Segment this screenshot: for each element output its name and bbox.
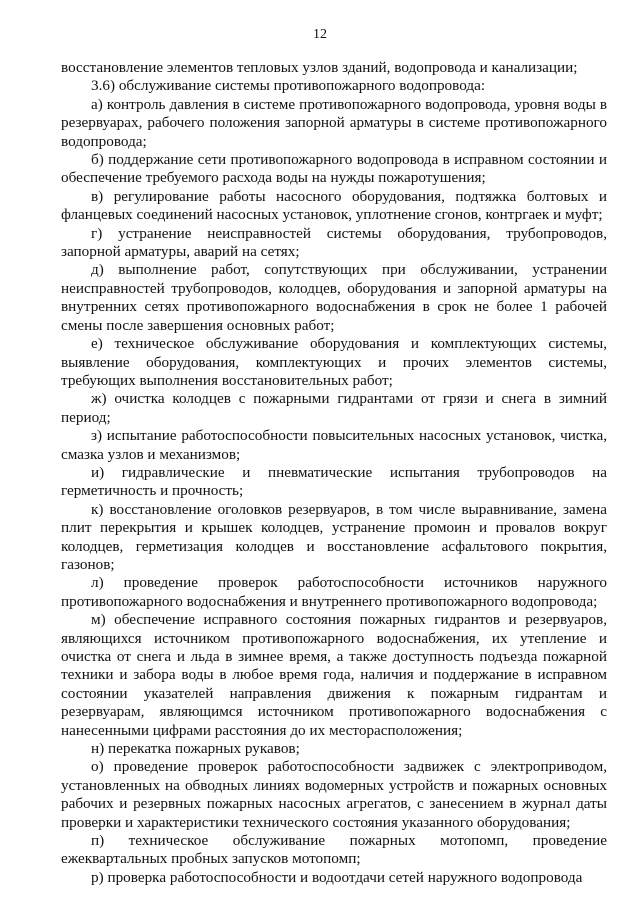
paragraph-section-3-6: 3.6) обслуживание системы противопожарного водопровода: <box>91 77 486 95</box>
paragraph-item-m: м) обеспечение исправного состояния пожарных гидрантов и резервуаров, являющихся источником противопожарного водоснабжения, их утепление и очистка от снега и льда в зимнее время, а также доступность подъезда пожарной техники и забора воды в любое время года, наличия и поддержание в исправном состоянии указателей направления движения к пожарным гидрантам и резервуарам, являющимся источником противопожарного водоснабжения с нанесенными цифрами расстояния до их месторасположения; <box>61 611 607 739</box>
paragraph-item-l: л) проведение проверок работоспособности источников наружного противопожарного водоснабжения и внутреннего противопожарного водопровода; <box>61 574 607 610</box>
page-number: 12 <box>313 27 327 42</box>
paragraph-item-o: о) проведение проверок работоспособности задвижек с электроприводом, установленных на обводных линиях водомерных устройств и пожарных основных рабочих и резервных пожарных насосных агрегатов, с занесением в журнал даты проверки и характеристики технического состояния указанного оборудования; <box>61 758 607 831</box>
paragraph-item-n: н) перекатка пожарных рукавов; <box>91 740 300 758</box>
paragraph-item-p: п) техническое обслуживание пожарных мотопомп, проведение ежеквартальных пробных запусков мотопомп; <box>61 832 607 868</box>
paragraph-item-e: е) техническое обслуживание оборудования и комплектующих системы, выявление оборудования, комплектующих и прочих элементов системы, требующих выполнения восстановительных работ; <box>61 335 607 389</box>
paragraph-item-zh: ж) очистка колодцев с пожарными гидрантами от грязи и снега в зимний период; <box>61 390 607 426</box>
paragraph-item-z: з) испытание работоспособности повысительных насосных установок, чистка, смазка узлов и механизмов; <box>61 427 607 463</box>
paragraph-item-i: и) гидравлические и пневматические испытания трубопроводов на герметичность и прочность; <box>61 463 607 500</box>
paragraph-item-g: г) устранение неисправностей системы оборудования, трубопроводов, запорной арматуры, аварий на сетях; <box>61 224 607 261</box>
paragraph-item-a: а) контроль давления в системе противопожарного водопровода, уровня воды в резервуарах, рабочего положения запорной арматуры в системе противопожарного водопровода; <box>61 95 607 150</box>
paragraph-item-b: б) поддержание сети противопожарного водопровода в исправном состоянии и обеспечение требуемого расхода воды на нужды пожаротушения; <box>61 151 607 187</box>
paragraph-item-r: р) проверка работоспособности и водоотдачи сетей наружного водопровода <box>91 868 583 886</box>
paragraph-continuation: восстановление элементов тепловых узлов зданий, водопровода и канализации; <box>61 59 578 76</box>
paragraph-item-v: в) регулирование работы насосного оборудования, подтяжка болтовых и фланцевых соединений насосных установок, уплотнение сгонов, контргаек и муфт; <box>61 187 607 224</box>
paragraph-item-k: к) восстановление оголовков резервуаров, в том числе выравнивание, замена плит перекрытия и крышек колодцев, устранение промоин и провалов вокруг колодцев, герметизация колодцев и восстановление асфальтового покрытия, газонов; <box>61 500 607 573</box>
paragraph-item-d: д) выполнение работ, сопутствующих при обслуживании, устранении неисправностей трубопроводов, колодцев, оборудования и запорной арматуры на внутренних сетях противопожарного водоснабжения в срок не более 1 рабочей смены после завершения основных работ; <box>61 261 607 334</box>
document-body <box>61 59 607 887</box>
